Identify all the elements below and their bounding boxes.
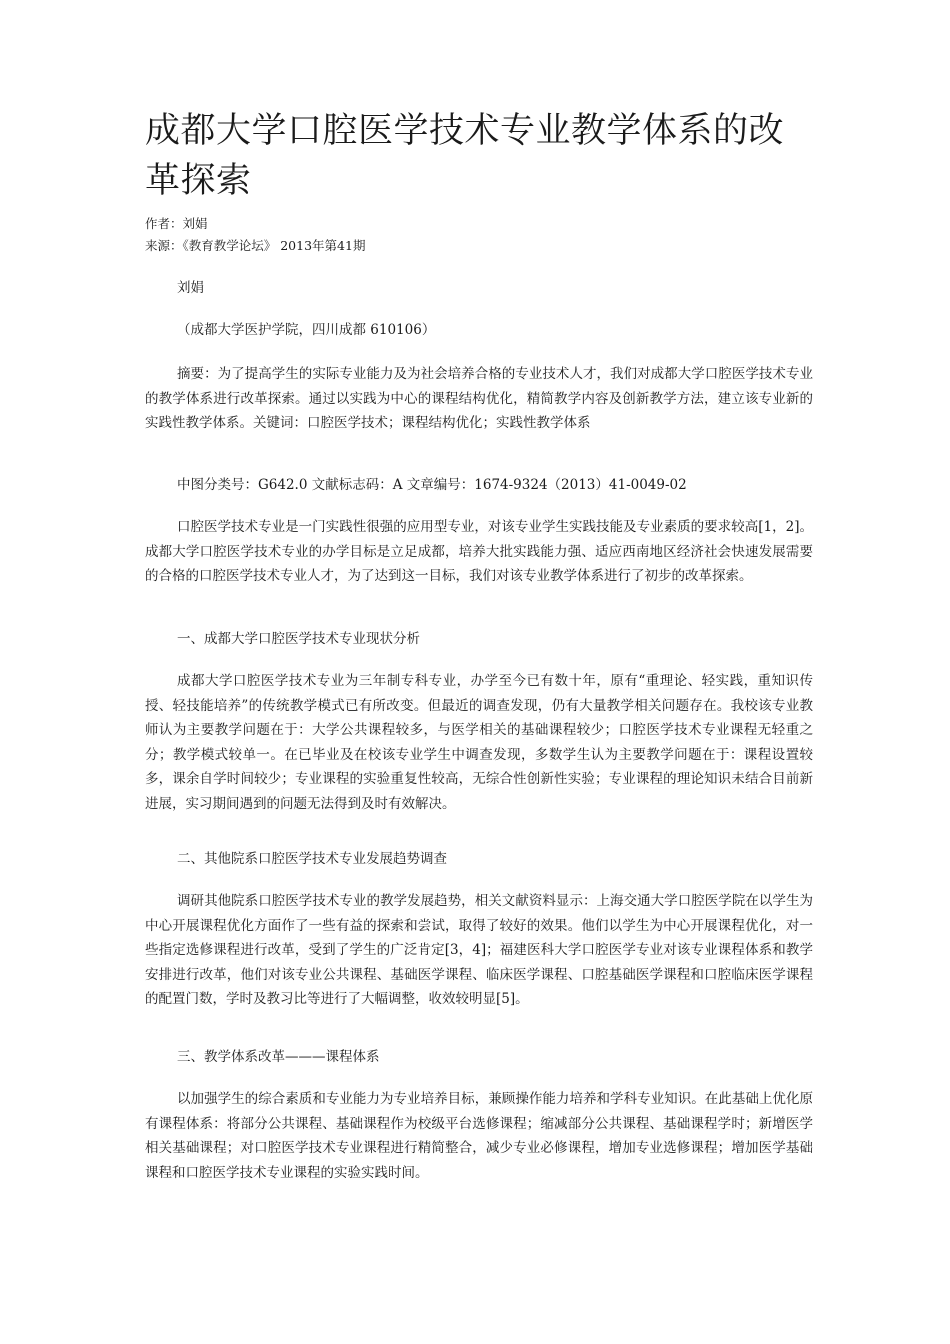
section2-heading: 二、其他院系口腔医学技术专业发展趋势调查	[177, 851, 447, 867]
author-line: 刘娟	[177, 280, 204, 296]
section1-paragraph: 成都大学口腔医学技术专业为三年制专科专业，办学至今已有数十年，原有“重理论、轻实践，重知识传授、轻技能培养”的传统教学模式已有所改变。但最近的调查发现，仍有大量教学相关问题存在。我校该专业教师认为主要教学问题在于：大学公共课程较多，与医学相关的基础课程较少；口腔医学技术专业课程无轻重之分；教学模式较单一。在已毕业及在校该专业学生中调查发现，多数学生认为主要教学问题在于：课程设置较多，课余自学时间较少；专业课程的实验重复性较高，无综合性创新性实验；专业课程的理论知识未结合目前新进展，实习期间遇到的问题无法得到及时有效解决。	[145, 673, 813, 812]
classification-line: 中图分类号：G642.0 文献标志码：A 文章编号：1674-9324（2013）41-0049-02	[177, 477, 687, 493]
intro-paragraph: 口腔医学技术专业是一门实践性很强的应用型专业，对该专业学生实践技能及专业素质的要求较高[1，2]。成都大学口腔医学技术专业的办学目标是立足成都，培养大批实践能力强、适应西南地区经济社会快速发展需要的合格的口腔医学技术专业人才，为了达到这一目标，我们对该专业教学体系进行了初步的改革探索。	[145, 519, 813, 584]
source-meta: 来源：《教育教学论坛》 2013年第41期	[145, 238, 366, 253]
section3-heading: 三、教学体系改革———课程体系	[177, 1049, 380, 1065]
affiliation-line: （成都大学医护学院，四川成都 610106）	[177, 322, 436, 338]
document-title: 成都大学口腔医学技术专业教学体系的改革探索	[145, 111, 785, 201]
section2-paragraph: 调研其他院系口腔医学技术专业的教学发展趋势，相关文献资料显示：上海交通大学口腔医学院在以学生为中心开展课程优化方面作了一些有益的探索和尝试，取得了较好的效果。他们以学生为中心开展课程优化，对一些指定选修课程进行改革，受到了学生的广泛肯定[3，4]；福建医科大学口腔医学专业对该专业课程体系和教学安排进行改革，他们对该专业公共课程、基础医学课程、临床医学课程、口腔基础医学课程和口腔临床医学课程的配置门数，学时及教习比等进行了大幅调整，收效较明显[5]。	[145, 893, 813, 1007]
section1-heading: 一、成都大学口腔医学技术专业现状分析	[177, 631, 420, 647]
section3-paragraph: 以加强学生的综合素质和专业能力为专业培养目标，兼顾操作能力培养和学科专业知识。在此基础上优化原有课程体系：将部分公共课程、基础课程作为校级平台选修课程；缩减部分公共课程、基础课程学时；新增医学相关基础课程；对口腔医学技术专业课程进行精简整合，减少专业必修课程，增加专业选修课程；增加医学基础课程和口腔医学技术专业课程的实验实践时间。	[145, 1091, 813, 1181]
author-meta: 作者：刘娟	[145, 216, 208, 231]
abstract-paragraph: 摘要：为了提高学生的实际专业能力及为社会培养合格的专业技术人才，我们对成都大学口腔医学技术专业的教学体系进行改革探索。通过以实践为中心的课程结构优化，精简教学内容及创新教学方法，建立该专业新的实践性教学体系。关键词：口腔医学技术；课程结构优化；实践性教学体系	[145, 366, 813, 431]
